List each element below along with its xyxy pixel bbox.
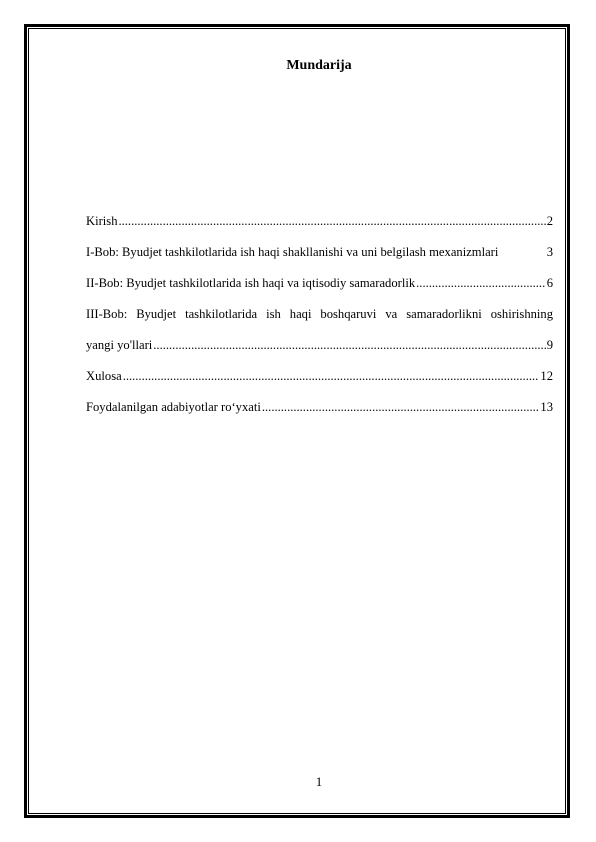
toc-leader-dots: [123, 365, 540, 387]
page-number: 1: [315, 774, 323, 789]
toc-entry-text: Kirish: [86, 214, 118, 228]
toc-entry-text: Xulosa: [86, 369, 122, 383]
toc-entry-text: II-Bob: Byudjet tashkilotlarida ish haqi va iqtisodiy samaradorlik: [86, 276, 416, 290]
toc-leader-dots: [153, 334, 545, 356]
toc-entry-page: 2: [546, 214, 553, 228]
toc-title: Mundarija: [286, 58, 352, 73]
toc-entry-text: yangi yo'llari: [86, 338, 153, 352]
toc-entry-text: Foydalanilgan adabiyotlar ro‘yxati: [86, 400, 261, 414]
toc-leader-dots: [262, 396, 540, 418]
toc-leader-dots: [118, 210, 545, 232]
toc-entry-chapter-1[interactable]: [86, 241, 553, 263]
toc-entry-text: I-Bob: Byudjet tashkilotlarida ish haqi shakllanishi va uni belgilash mexanizmlari: [86, 245, 499, 259]
toc-entry-kirish[interactable]: [86, 210, 553, 232]
toc-entry-page: 6: [546, 276, 553, 290]
toc-entry-chapter-2[interactable]: [86, 272, 553, 294]
toc-entry-page: 12: [540, 369, 553, 383]
toc-entry-chapter-3[interactable]: [86, 334, 553, 356]
toc-entry-page: 9: [546, 338, 553, 352]
toc-entry-page: 13: [540, 400, 553, 414]
page-border-inner: [28, 28, 566, 814]
toc-entry-text: III-Bob: Byudjet tashkilotlarida ish haqi boshqaruvi va samaradorlikni oshirishning: [86, 307, 553, 321]
toc-entry-page: 3: [546, 245, 553, 259]
toc-leader-dots: [416, 272, 546, 294]
toc-entry-xulosa[interactable]: [86, 365, 553, 387]
table-of-contents: [86, 210, 553, 418]
toc-entry-chapter-3-line1[interactable]: [86, 303, 553, 325]
toc-entry-references[interactable]: [86, 396, 553, 418]
